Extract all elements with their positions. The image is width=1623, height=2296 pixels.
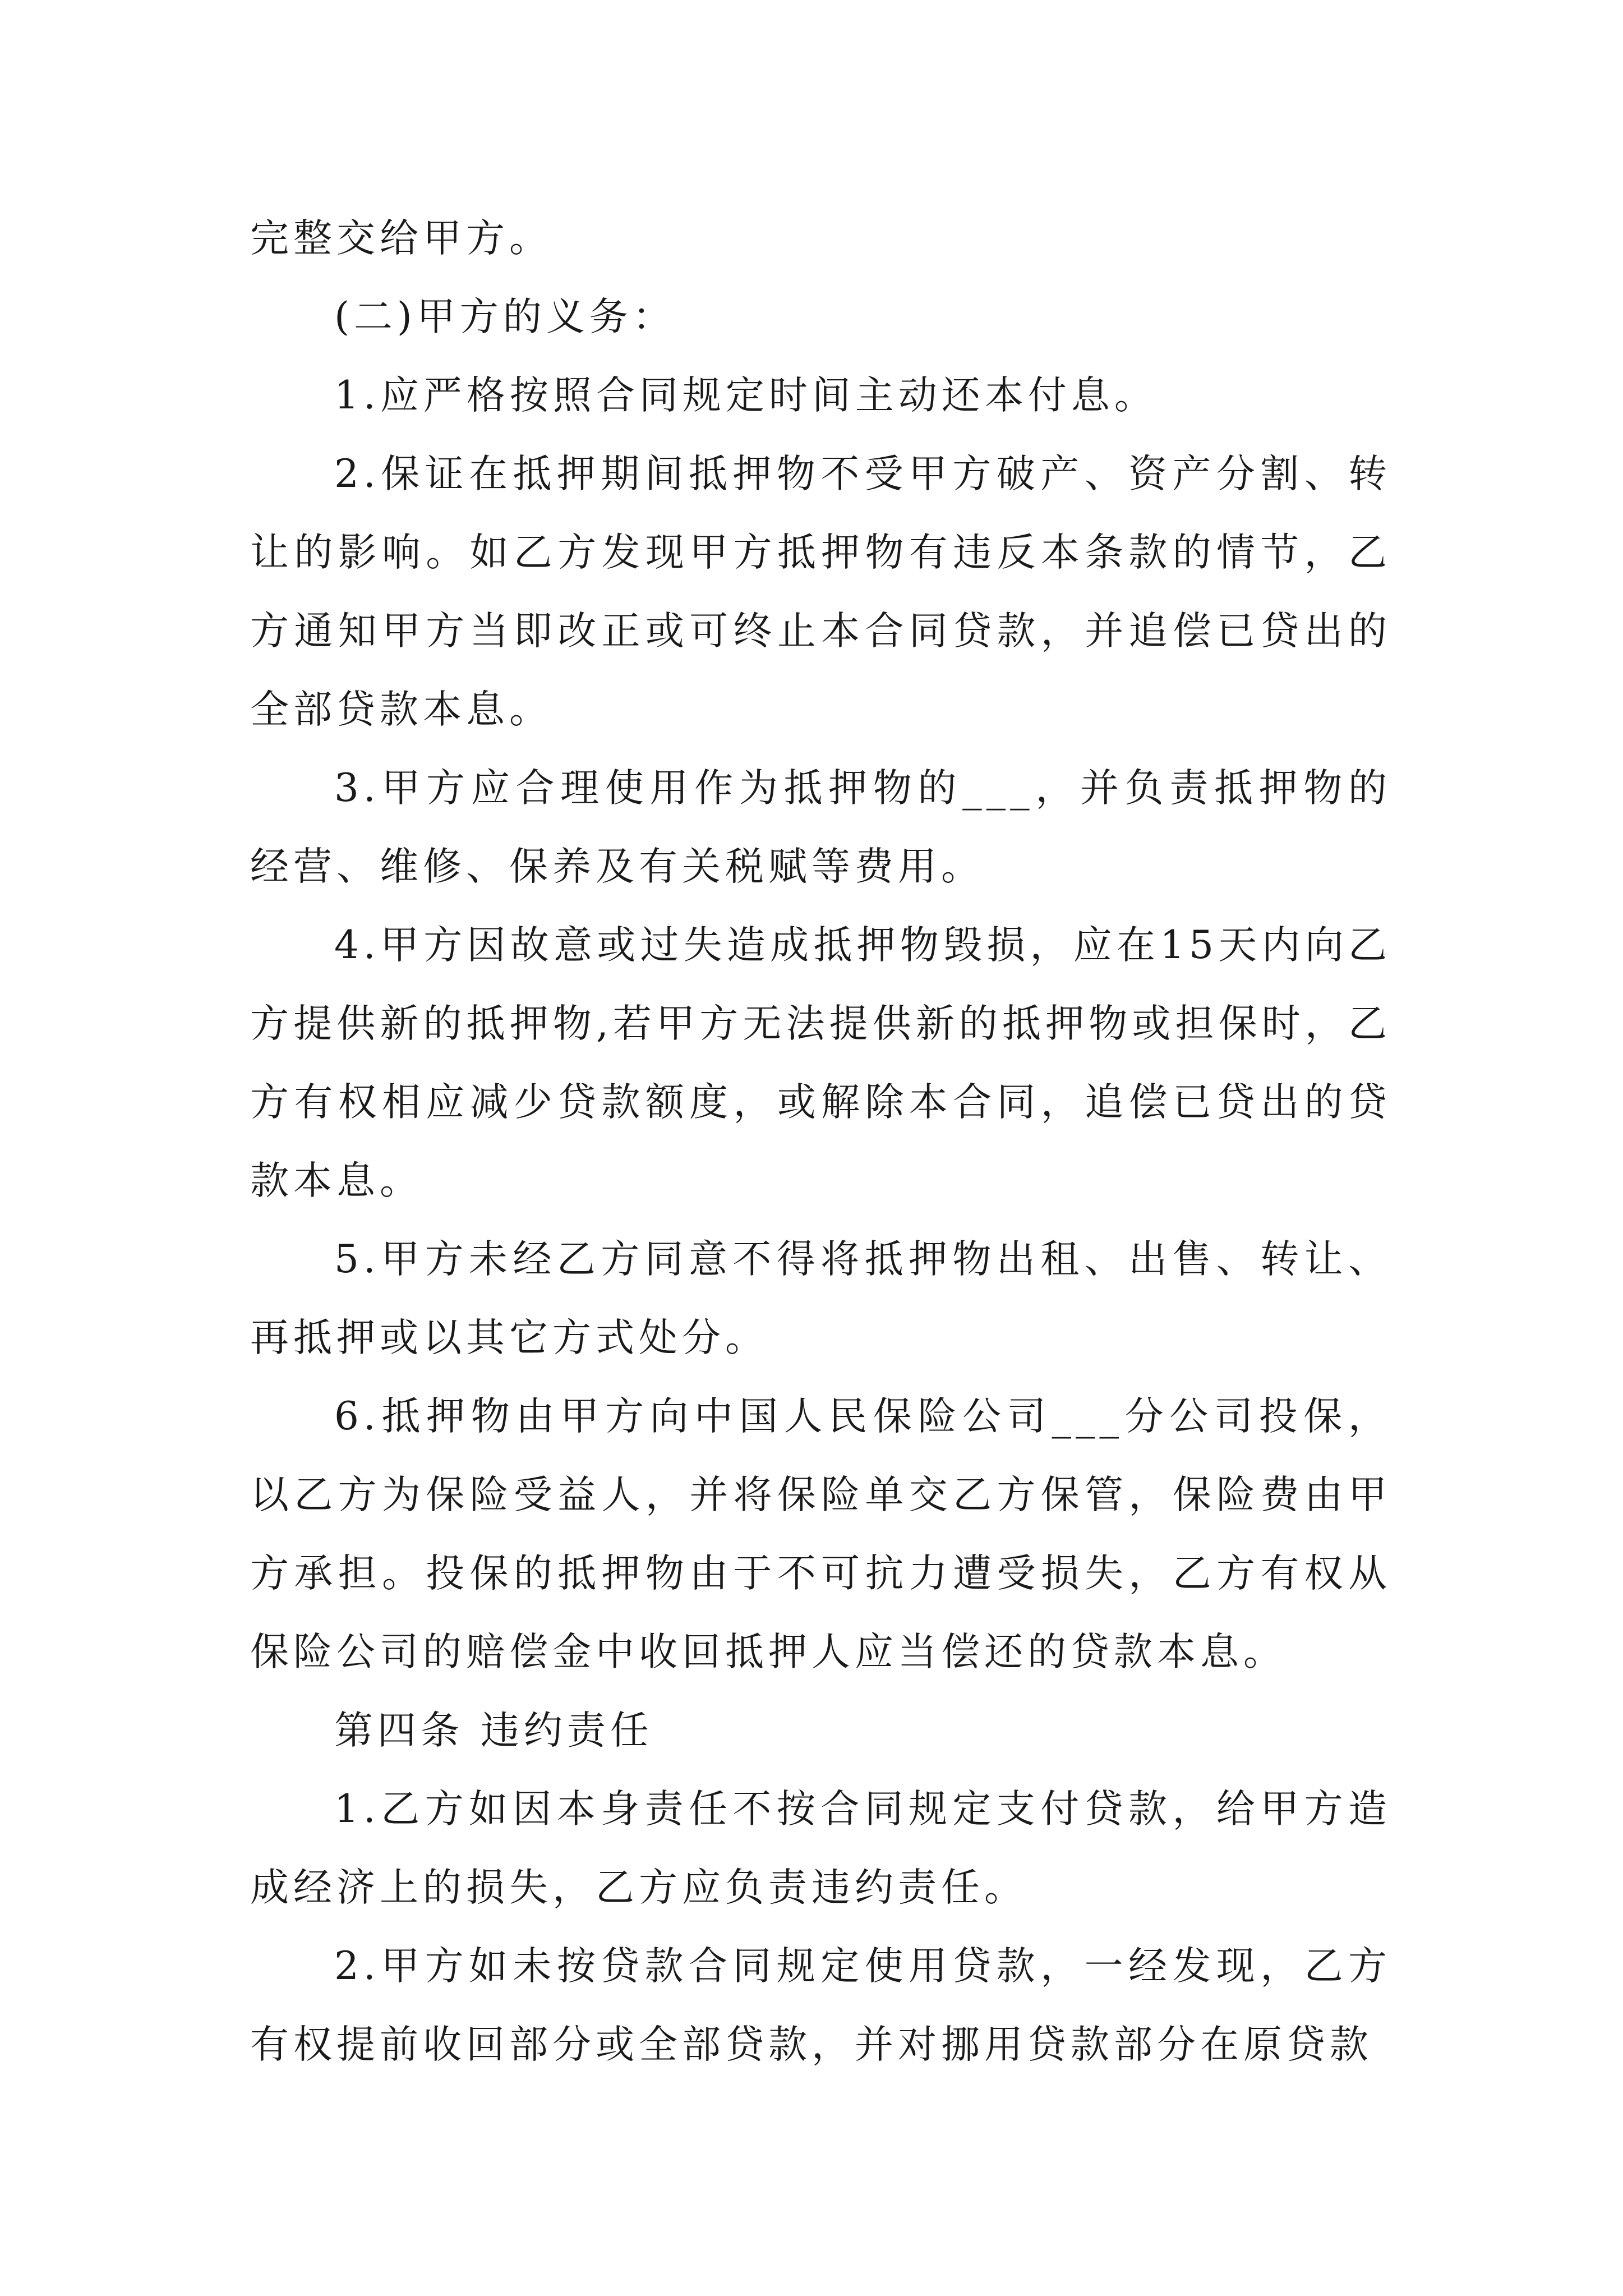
section-heading-party-a-obligations: (二)甲方的义务： xyxy=(334,295,676,339)
clause-6: 6.抵押物由甲方向中国人民保险公司___分公司投保，以乙方为保险受益人，并将保险单交乙方保管，保险费由甲方承担。投保的抵押物由于不可抗力遭受损失，乙方有权从保险公司的赔偿金中收回抵押人应当偿还的贷款本息。 xyxy=(250,1394,1391,1674)
breach-clause-1: 1.乙方如因本身责任不按合同规定支付贷款，给甲方造成经济上的损失，乙方应负责违约责任。 xyxy=(250,1787,1391,1910)
clause-2: 2.保证在抵押期间抵押物不受甲方破产、资产分割、转让的影响。如乙方发现甲方抵押物有违反本条款的情节，乙方通知甲方当即改正或可终止本合同贷款，并追偿已贷出的全部贷款本息。 xyxy=(250,452,1391,732)
clause-5: 5.甲方未经乙方同意不得将抵押物出租、出售、转让、再抵押或以其它方式处分。 xyxy=(250,1237,1391,1360)
breach-clause-2: 2.甲方如未按贷款合同规定使用贷款，一经发现，乙方有权提前收回部分或全部贷款，并对挪用贷款部分在原贷款 xyxy=(250,1944,1391,2067)
document-body xyxy=(250,199,1391,2084)
clause-1: 1.应严格按照合同规定时间主动还本付息。 xyxy=(334,373,1158,418)
paragraph-continuation: 完整交给甲方。 xyxy=(250,216,552,261)
article-heading-breach-liability: 第四条 违约责任 xyxy=(334,1708,653,1753)
clause-4: 4.甲方因故意或过失造成抵押物毁损，应在15天内向乙方提供新的抵押物,若甲方无法提供新的抵押物或担保时，乙方有权相应减少贷款额度，或解除本合同，追偿已贷出的贷款本息。 xyxy=(250,923,1391,1203)
clause-3: 3.甲方应合理使用作为抵押物的___，并负责抵押物的经营、维修、保养及有关税赋等费用。 xyxy=(250,766,1391,889)
